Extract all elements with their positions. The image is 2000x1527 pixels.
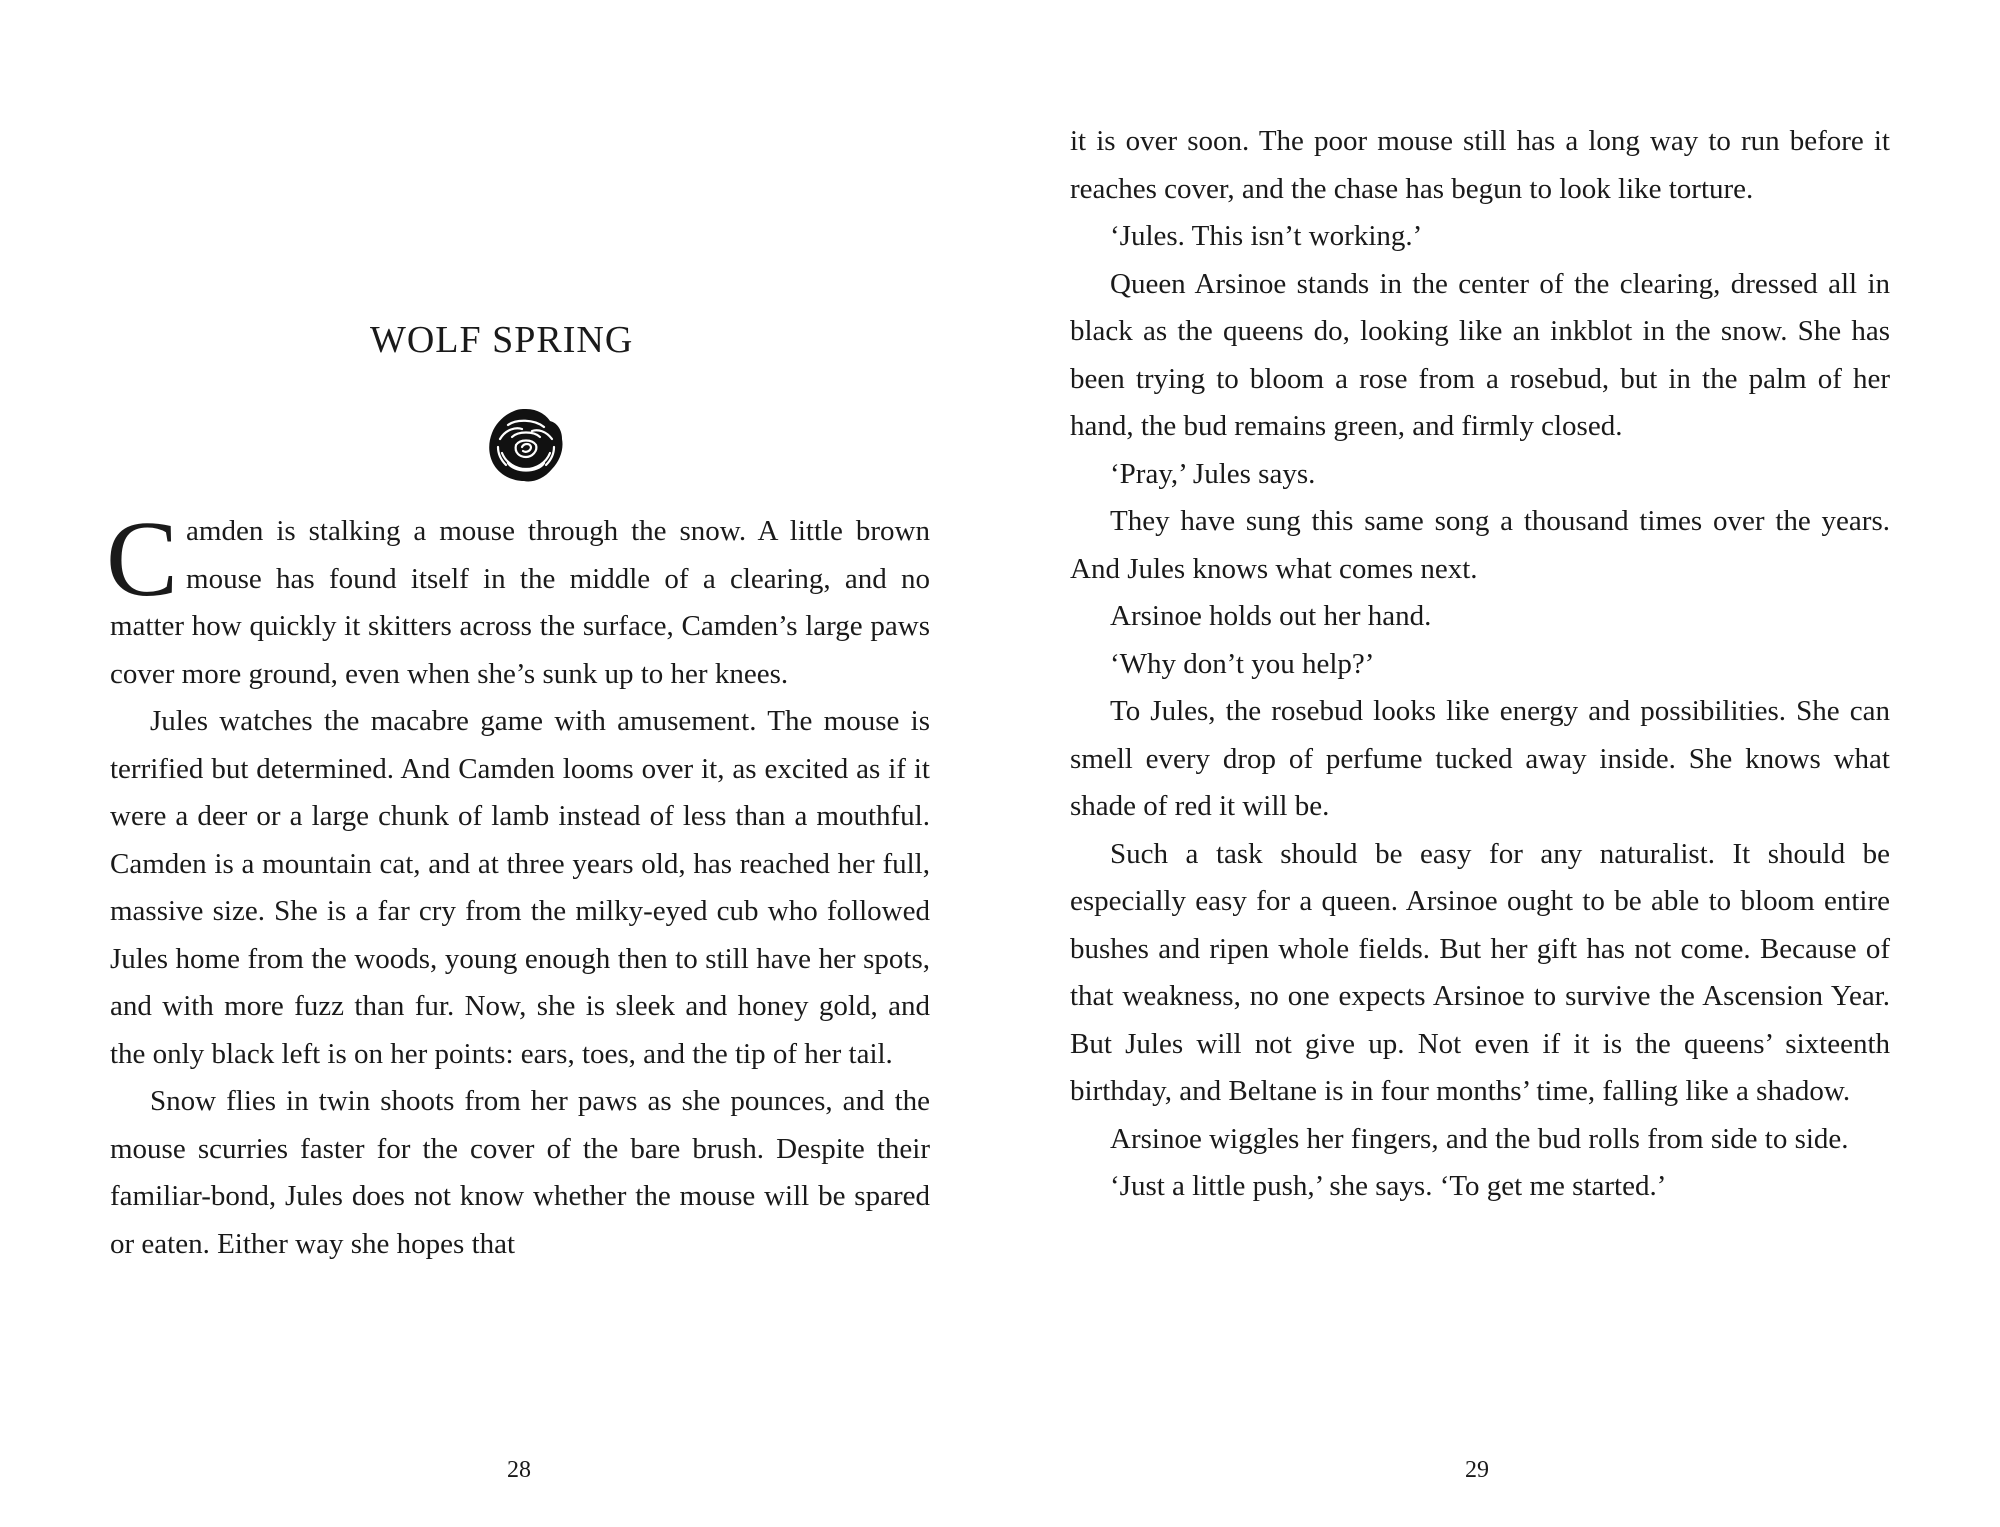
right-page [1000,0,2000,1527]
drop-cap: C [106,500,179,619]
paragraph-2: Jules watches the macabre game with amusement. The mouse is terrified but determined. And Camden looms over it, as excited as if it were a deer or a large chunk of lamb instead of less than a mouthful. Camden is a mountain cat, and at three years old, has reached her full, massive size. She is a far cry from the milky-eyed cub who followed Jules home from the woods, young enough then to still have her spots, and with more fuzz than fur. Now, she is sleek and honey gold, and the only black left is on her points: ears, toes, and the tip of her tail. [110,705,930,1070]
chapter-title: WOLF SPRING [370,319,634,361]
right-body-text [1070,118,1890,1211]
left-body-text [106,500,930,1268]
paragraph-continued: it is over soon. The poor mouse still has a long way to run before it reaches cover, and the chase has begun to look like torture. [1070,125,1890,205]
rose-icon [486,405,566,485]
paragraph-holds-hand: Arsinoe holds out her hand. [1110,600,1432,632]
paragraph-dialogue-3: ‘Why don’t you help?’ [1110,647,1375,680]
paragraph-rosebud: To Jules, the rosebud looks like energy and possibilities. She can smell every drop of perfume tucked away inside. She knows what shade of red it will be. [1070,695,1890,822]
paragraph-naturalist: Such a task should be easy for any naturalist. It should be especially easy for a queen. Arsinoe ought to be able to bloom entire bushes and ripen whole fields. But her gift has not come. Because of that weakness, no one expects Arsinoe to survive the Ascension Year. But Jules will not give up. Not even if it is the queens’ sixteenth birthday, and Beltane is in four months’ time, falling like a shadow. [1070,837,1890,1107]
paragraph-1 [106,500,930,698]
paragraph-dialogue-1: ‘Jules. This isn’t working.’ [1110,220,1423,252]
paragraph-1-text: amden is stalking a mouse through the snow. A little brown mouse has found itself in the middle of a clearing, and no matter how quickly it skitters across the surface, Camden’s large paws cover more ground, even when she’s sunk up to her knees. [110,515,930,690]
page-number-left: 28 [507,1457,531,1483]
paragraph-3: Snow flies in twin shoots from her paws as she pounces, and the mouse scurries faster for the cover of the bare brush. Despite their familiar-bond, Jules does not know whether the mouse will be spared or eaten. Either way she hopes that [110,1085,930,1260]
paragraph-queen-arsinoe: Queen Arsinoe stands in the center of the clearing, dressed all in black as the queens do, looking like an inkblot in the snow. She has been trying to bloom a rose from a rosebud, but in the palm of her hand, the bud remains green, and firmly closed. [1070,267,1890,442]
paragraph-dialogue-4: ‘Just a little push,’ she says. ‘To get me started.’ [1110,1170,1667,1202]
paragraph-dialogue-2: ‘Pray,’ Jules says. [1110,457,1316,490]
page-number-right: 29 [1465,1457,1489,1483]
paragraph-wiggles: Arsinoe wiggles her fingers, and the bud rolls from side to side. [1110,1122,1849,1155]
paragraph-same-song: They have sung this same song a thousand times over the years. And Jules knows what comes next. [1070,505,1890,585]
